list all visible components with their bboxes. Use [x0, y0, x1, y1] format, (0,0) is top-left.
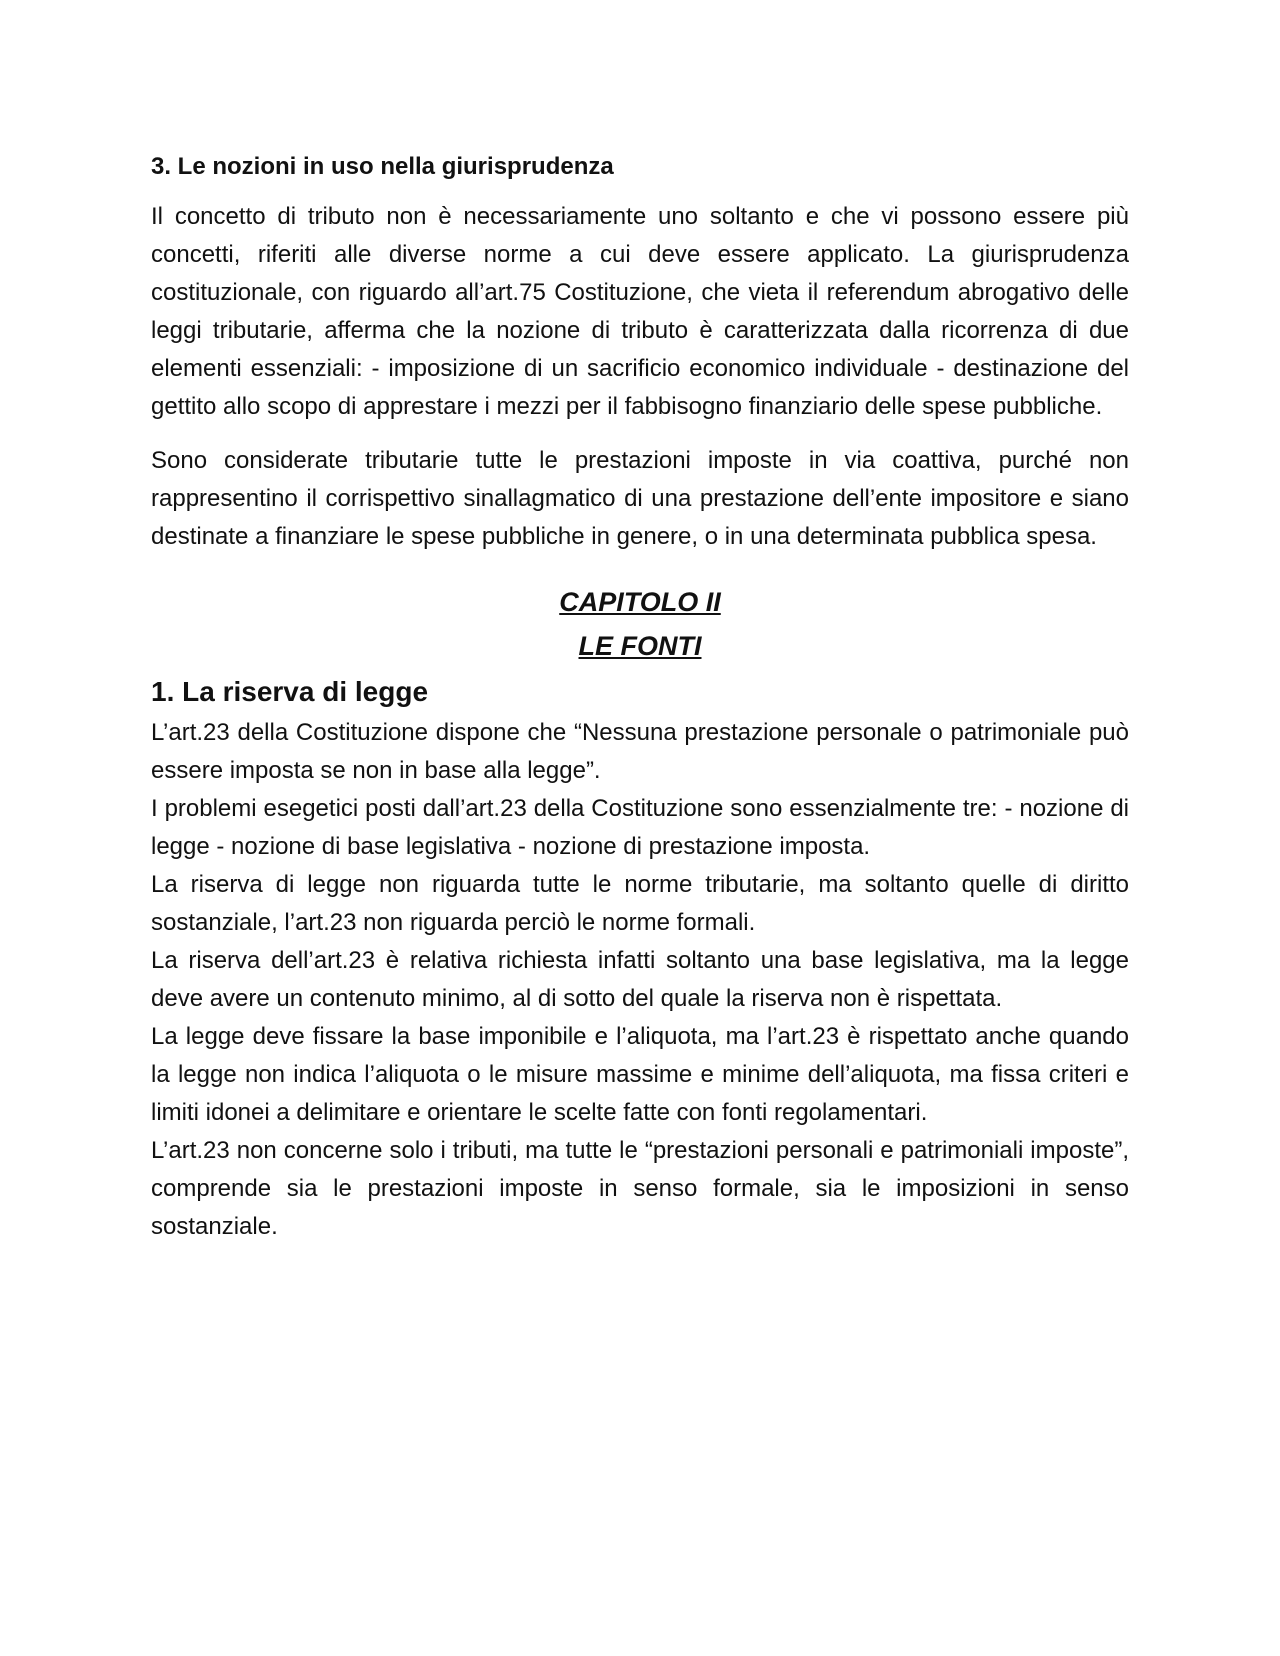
paragraph: La riserva dell’art.23 è relativa richiesta infatti soltanto una base legislativa, ma la legge deve avere un contenuto minimo, al di sotto del quale la riserva non è rispettata. — [151, 947, 1129, 1012]
chapter-title: LE FONTI — [578, 631, 702, 661]
section-heading: 3. Le nozioni in uso nella giurisprudenza — [151, 153, 614, 180]
paragraph: La legge deve fissare la base imponibile e l’aliquota, ma l’art.23 è rispettato anche quando la legge non indica l’aliquota o le misure massime e minime dell’aliquota, ma fissa criteri e limiti idonei a delimitare e orientare le scelte fatte con fonti regolamentari. — [151, 1023, 1129, 1126]
section-1 — [151, 672, 1129, 1246]
paragraph: Il concetto di tributo non è necessariamente uno soltanto e che vi possono essere più concetti, riferiti alle diverse norme a cui deve essere applicato. La giurisprudenza costituzionale, con riguardo all’art.75 Costituzione, che vieta il referendum abrogativo delle leggi tributarie, afferma che la nozione di tributo è caratterizzata dalla ricorrenza di due elementi essenziali: - imposizione di un sacrificio economico individuale - destinazione del gettito allo scopo di apprestare i mezzi per il fabbisogno finanziario delle spese pubbliche. — [151, 203, 1129, 420]
chapter-heading — [151, 580, 1129, 668]
paragraph: L’art.23 della Costituzione dispone che “Nessuna prestazione personale o patrimoniale può essere imposta se non in base alla legge”. — [151, 719, 1129, 784]
paragraph: La riserva di legge non riguarda tutte le norme tributarie, ma soltanto quelle di diritto sostanziale, l’art.23 non riguarda perciò le norme formali. — [151, 871, 1129, 936]
paragraph: Sono considerate tributarie tutte le prestazioni imposte in via coattiva, purché non rappresentino il corrispettivo sinallagmatico di una prestazione dell’ente impositore e siano destinate a finanziare le spese pubbliche in genere, o in una determinata pubblica spesa. — [151, 447, 1129, 550]
section-heading: 1. La riserva di legge — [151, 676, 429, 707]
paragraph: L’art.23 non concerne solo i tributi, ma tutte le “prestazioni personali e patrimoniali imposte”, comprende sia le prestazioni imposte in senso formale, sia le imposizioni in senso sostanziale. — [151, 1137, 1129, 1240]
section-body — [151, 714, 1129, 1246]
chapter-number: CAPITOLO II — [559, 587, 721, 617]
document-page — [151, 150, 1129, 1246]
section-3 — [151, 150, 1129, 556]
paragraph: I problemi esegetici posti dall’art.23 della Costituzione sono essenzialmente tre: - nozione di legge - nozione di base legislativa - nozione di prestazione imposta. — [151, 795, 1129, 860]
